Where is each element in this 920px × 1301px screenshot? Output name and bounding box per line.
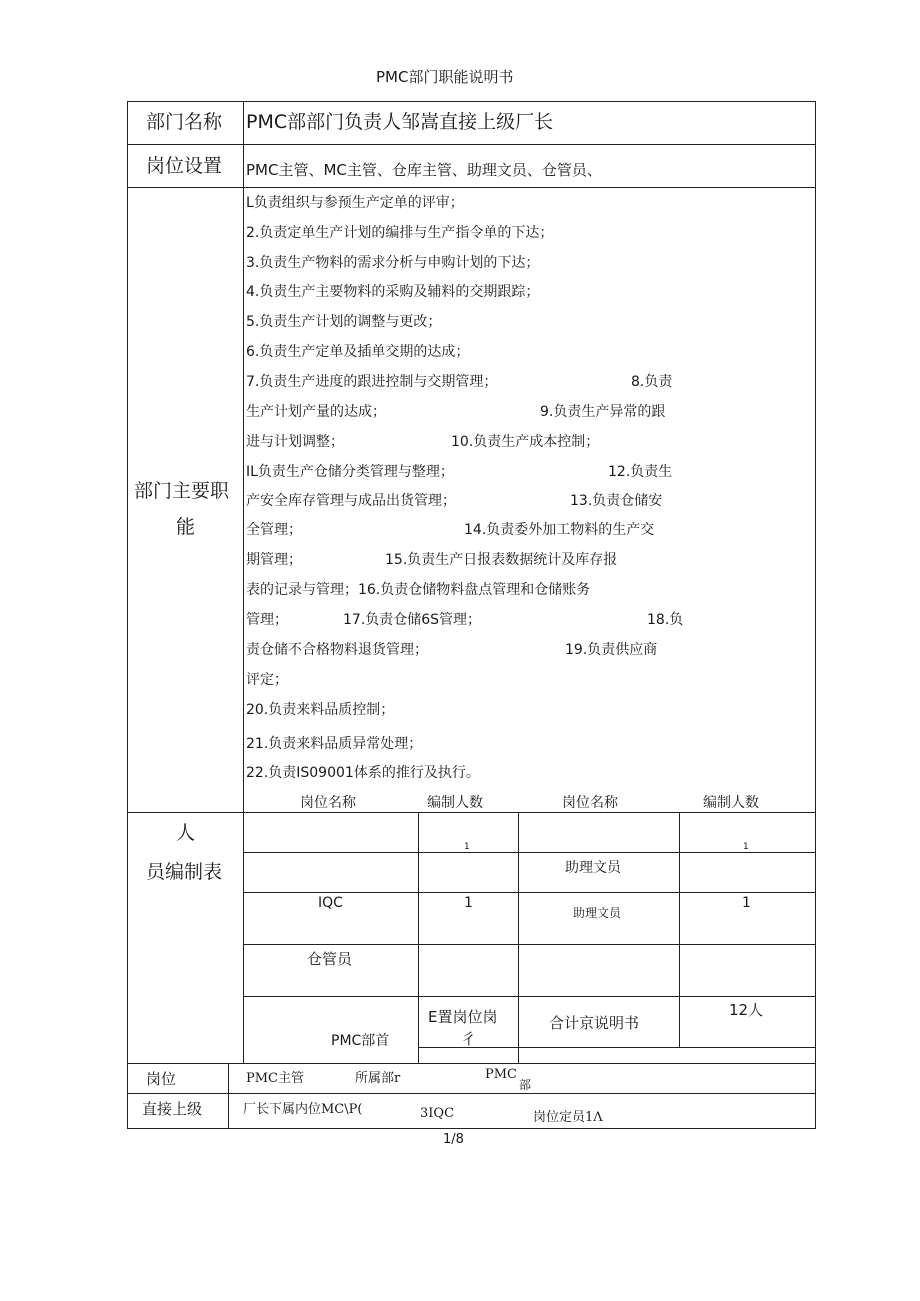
staff-header-name: 岗位名称 (300, 795, 356, 811)
grid-line (243, 852, 815, 853)
staffing-label: 人 (176, 822, 196, 844)
dept-value: PMC部部门负责人邹嵩直接上级厂长 (246, 111, 554, 133)
staff-position: 助理文员 (573, 906, 622, 920)
grid-line (243, 812, 244, 1064)
function-item: 12.负责生 (608, 464, 673, 480)
function-item: 期管理； (246, 552, 302, 568)
function-item: 评定； (246, 672, 288, 688)
grid-line (418, 812, 419, 1064)
superior-value: 厂长下属内位MC\P( (243, 1102, 363, 1117)
function-item: 15.负责生产日报表数据统计及库存报 (385, 552, 618, 568)
row-divider (127, 1063, 815, 1064)
table-border-left (127, 101, 128, 1129)
function-item: 3.负责生产物料的需求分析与申购计划的下达； (246, 255, 540, 271)
staff-count: 1 (742, 895, 751, 911)
function-item: 21.负责来料品质异常处理； (246, 736, 423, 752)
post-value: PMC主管 (246, 1071, 305, 1086)
positions-label: 岗位设置 (146, 155, 223, 177)
function-item: 13.负责仓储安 (570, 493, 663, 509)
function-item: 2.负责定单生产计划的编排与生产指令单的下达； (246, 225, 554, 241)
staff-total-label: 合计京说明书 (549, 1014, 640, 1032)
grid-line (243, 892, 815, 893)
staff-header-name: 岗位名称 (562, 795, 618, 811)
function-item: 全管理； (246, 522, 302, 538)
function-item: 6.负责生产定单及插单交期的达成； (246, 344, 470, 360)
staffing-label-cont: 员编制表 (146, 861, 223, 883)
page-number: 1/8 (443, 1132, 464, 1147)
function-item: 5.负责生产计划的调整与更改； (246, 314, 442, 330)
staff-position: PMC部首 (331, 1033, 390, 1049)
post-dept-suffix: 部 (519, 1078, 532, 1092)
function-item: 17.负责仓储6S管理； (343, 612, 482, 628)
function-item: 19.负责供应商 (565, 642, 658, 658)
positions-value: PMC主管、MC主管、仓库主管、助理文员、仓管员、 (246, 161, 602, 179)
function-item: 进与计划调整； (246, 434, 344, 450)
staff-position: 仓管员 (307, 950, 353, 968)
staff-total: 12人 (729, 1001, 764, 1019)
staff-note: 彳 (461, 1030, 477, 1048)
table-border-top (127, 101, 815, 102)
staff-header-count: 编制人数 (427, 795, 483, 811)
staff-position: 助理文员 (565, 860, 621, 876)
table-border-right (815, 101, 816, 1129)
function-item: 管理； (246, 612, 288, 628)
function-item: 10.负责生产成本控制； (451, 434, 600, 450)
grid-line (518, 812, 519, 1064)
function-item: 8.负责 (631, 374, 673, 390)
row-divider (127, 812, 815, 813)
row-divider (127, 144, 815, 145)
function-item: 责仓储不合格物料退货管理； (246, 642, 428, 658)
row-divider (127, 1093, 815, 1094)
column-divider (228, 1063, 229, 1129)
function-item: L负责组织与参预生产定单的评审； (246, 195, 464, 211)
staff-note: E置岗位岗 (428, 1008, 498, 1026)
grid-line (243, 996, 815, 997)
function-item: 22.负责IS09001体系的推行及执行。 (246, 765, 480, 781)
grid-line (418, 1047, 815, 1048)
function-item: 4.负责生产主要物料的采购及辅料的交期跟踪； (246, 284, 540, 300)
functions-label-cont: 能 (176, 516, 196, 538)
staff-header-count: 编制人数 (703, 795, 759, 811)
superior-label: 直接上级 (142, 1100, 203, 1118)
quota-value: 岗位定员1Λ (533, 1110, 603, 1125)
function-item: 产安全库存管理与成品出货管理； (246, 493, 456, 509)
function-item: 20.负责来料品质控制； (246, 702, 395, 718)
function-item: IL负责生产仓储分类管理与整理； (246, 464, 454, 480)
staff-position: IQC (318, 895, 343, 911)
column-divider (243, 101, 244, 813)
post-dept-value: PMC (485, 1067, 518, 1082)
function-item: 14.负责委外加工物料的生产交 (464, 522, 655, 538)
function-item: 18.负 (647, 612, 684, 628)
function-item: 9.负责生产异常的跟 (540, 404, 666, 420)
functions-label: 部门主要职 (134, 480, 230, 502)
function-item: 表的记录与管理；16.负责仓储物料盘点管理和仓储账务 (246, 582, 591, 598)
subordinate-value: 3IQC (420, 1106, 455, 1121)
row-divider (127, 187, 815, 188)
table-border-bottom (127, 1128, 815, 1129)
post-dept-label: 所属部r (355, 1071, 401, 1086)
grid-line (243, 944, 815, 945)
staff-count: 1 (743, 842, 749, 852)
staff-count: 1 (464, 895, 473, 911)
post-label: 岗位 (146, 1070, 177, 1088)
page-title: PMC部门职能说明书 (376, 68, 514, 86)
function-item: 生产计划产量的达成； (246, 404, 386, 420)
function-item: 7.负责生产进度的跟进控制与交期管理； (246, 374, 498, 390)
dept-label: 部门名称 (146, 111, 223, 133)
staff-count: 1 (464, 842, 470, 852)
grid-line (679, 812, 680, 1048)
